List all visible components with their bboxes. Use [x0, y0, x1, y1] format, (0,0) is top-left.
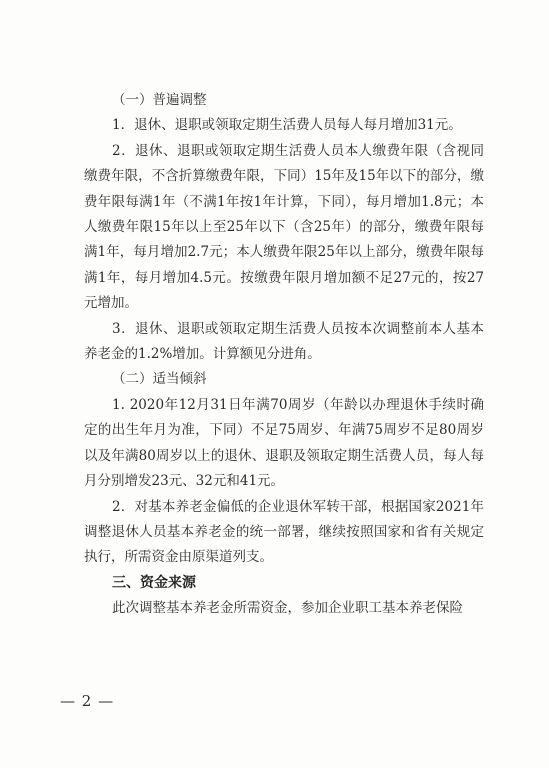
page-number: — 2 —	[60, 692, 115, 710]
tilt-item-2: 2．对基本养老金偏低的企业退休军转干部，根据国家2021年调整退休人员基本养老金的统一部署，继续按照国家和省有关规定执行，所需资金由原渠道列支。	[84, 498, 484, 566]
general-item-2: 2．退休、退职或领取定期生活费人员本人缴费年限（含视同缴费年限，不含折算缴费年限，下同）15年及15年以下的部分，缴费年限每满1年（不满1年按1年计算，下同），每月增加1.8元；本人缴费年限15年以上至25年以下（含25年）的部分，缴费年限每满1年，每月增加2.7元；本人缴费年限25年以上部分，缴费年限每满1年，每月增加4.5元。按缴费年限月增加额不足27元的，按27元增加。	[84, 142, 484, 312]
general-item-1: 1．退休、退职或领取定期生活费人员每人每月增加31元。	[112, 117, 462, 134]
section-general-heading: （一）普遍调整	[112, 92, 207, 108]
tilt-item-1: 1. 2020年12月31日年满70周岁（年龄以办理退休手续时确定的出生年月为准，下同）不足75周岁、年满75周岁不足80周岁以及年满80周岁以上的退休、退职及领取定期生活费人员，每人每月分别增发23元、32元和41元。	[84, 396, 484, 490]
section-funding-heading: 三、资金来源	[112, 574, 196, 591]
general-item-3: 3．退休、退职或领取定期生活费人员按本次调整前本人基本养老金的1.2%增加。计算额见分进角。	[84, 320, 484, 363]
document-body	[84, 88, 484, 622]
funding-paragraph: 此次调整基本养老金所需资金，参加企业职工基本养老保险	[112, 600, 463, 617]
section-tilt-heading: （二）适当倾斜	[112, 371, 207, 388]
